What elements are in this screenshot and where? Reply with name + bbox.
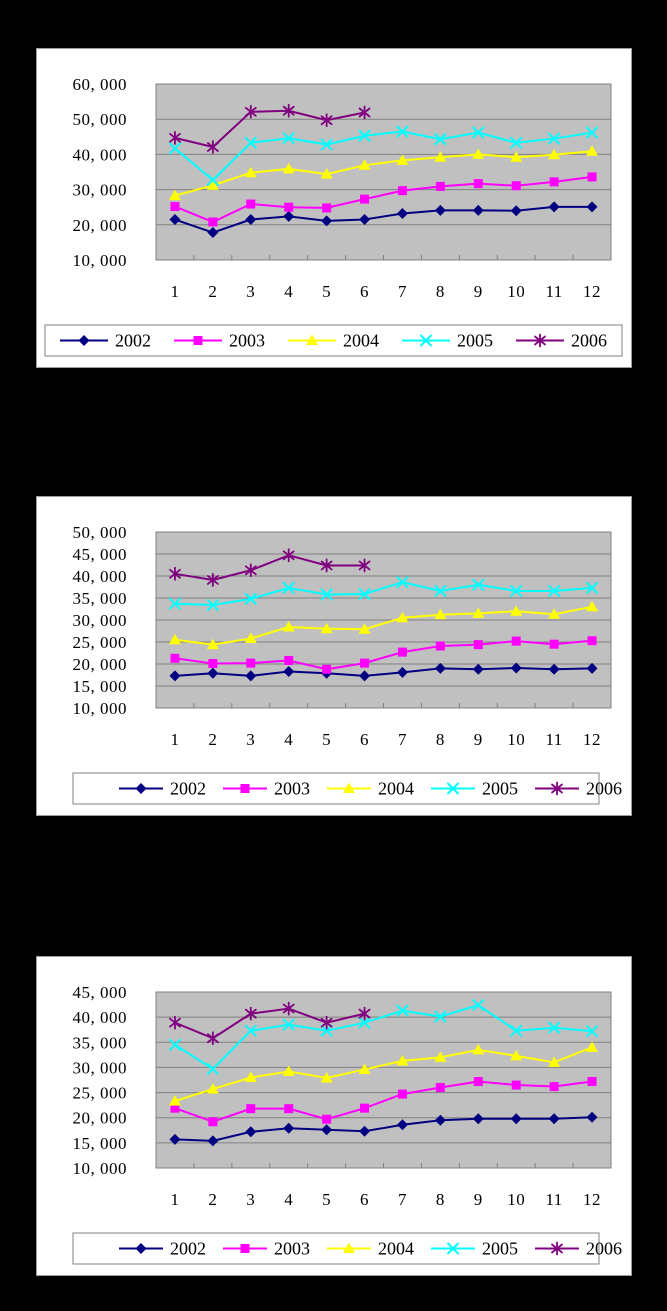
x-axis-tick-label: 4 [284, 282, 294, 301]
x-axis-tick-label: 8 [435, 282, 445, 301]
chart-card-middle [36, 496, 632, 816]
x-axis-tick-label: 6 [360, 730, 370, 749]
y-axis-tick-label: 60, 000 [72, 75, 127, 94]
legend-label: 2002 [170, 1238, 206, 1259]
y-axis-tick-label: 20, 000 [72, 1108, 127, 1128]
square-marker-icon [246, 1104, 255, 1113]
square-marker-icon [322, 203, 331, 212]
square-marker-icon [550, 640, 559, 649]
square-marker-icon [398, 648, 407, 657]
square-marker-icon [322, 665, 331, 674]
line-chart-top [37, 49, 633, 369]
x-axis-tick-label: 7 [397, 282, 407, 301]
legend-label: 2002 [170, 778, 206, 799]
y-axis-tick-label: 40, 000 [72, 567, 127, 586]
x-axis-tick-label: 5 [322, 1190, 332, 1209]
x-axis-tick-label: 7 [397, 1190, 407, 1209]
x-axis-tick-label: 9 [473, 1190, 483, 1209]
x-axis-tick-label: 5 [322, 730, 332, 749]
x-axis-tick-label: 3 [246, 1190, 256, 1209]
square-marker-icon [170, 654, 179, 663]
line-chart-middle [37, 497, 633, 817]
square-marker-icon [436, 182, 445, 191]
legend-label: 2006 [586, 1238, 622, 1259]
legend [73, 773, 622, 804]
x-axis-tick-label: 2 [208, 730, 218, 749]
legend-label: 2005 [482, 778, 518, 799]
square-marker-icon [474, 640, 483, 649]
square-marker-icon [588, 636, 597, 645]
chart-card-bottom [36, 956, 632, 1276]
x-axis-tick-label: 4 [284, 1190, 294, 1209]
y-axis-tick-label: 15, 000 [72, 677, 127, 696]
plot-area [156, 992, 611, 1168]
x-axis-tick-label: 4 [284, 730, 294, 749]
square-marker-icon [194, 336, 203, 345]
y-axis-tick-label: 30, 000 [72, 180, 127, 200]
x-axis-tick-label: 1 [170, 1190, 180, 1209]
square-marker-icon [284, 203, 293, 212]
square-marker-icon [246, 200, 255, 209]
square-marker-icon [512, 1081, 521, 1090]
y-axis-tick-label: 10, 000 [72, 1159, 127, 1178]
square-marker-icon [208, 217, 217, 226]
plot-area [156, 84, 611, 260]
y-axis-tick-label: 20, 000 [72, 655, 127, 674]
y-axis-tick-label: 15, 000 [72, 1133, 127, 1153]
y-axis-tick-label: 40, 000 [72, 1008, 127, 1028]
legend-label: 2004 [378, 1238, 414, 1259]
x-axis-tick-label: 3 [246, 730, 256, 749]
x-axis-tick-label: 12 [583, 1190, 602, 1209]
y-axis-tick-label: 30, 000 [72, 611, 127, 630]
square-marker-icon [436, 1083, 445, 1092]
y-axis-tick-label: 45, 000 [72, 983, 127, 1002]
x-axis-tick-label: 12 [583, 282, 602, 301]
x-axis-tick-label: 1 [170, 282, 180, 301]
square-marker-icon [512, 637, 521, 646]
x-axis-tick-label: 11 [545, 1190, 563, 1209]
square-marker-icon [436, 641, 445, 650]
x-axis-tick-label: 9 [473, 730, 483, 749]
legend-label: 2003 [274, 1238, 310, 1259]
x-axis-tick-label: 2 [208, 282, 218, 301]
square-marker-icon [246, 659, 255, 668]
legend-label: 2004 [343, 330, 379, 351]
square-marker-icon [284, 656, 293, 665]
x-axis-tick-label: 7 [397, 730, 407, 749]
legend-label: 2003 [229, 330, 265, 351]
x-axis-tick-label: 1 [170, 730, 180, 749]
y-axis-tick-label: 35, 000 [72, 589, 127, 608]
x-axis-tick-label: 11 [545, 730, 563, 749]
x-axis-tick-label: 11 [545, 282, 563, 301]
legend-label: 2006 [571, 330, 607, 351]
x-axis-tick-label: 5 [322, 282, 332, 301]
square-marker-icon [360, 659, 369, 668]
legend-label: 2005 [482, 1238, 518, 1259]
y-axis-tick-label: 50, 000 [72, 110, 127, 130]
y-axis-tick-label: 45, 000 [72, 545, 127, 564]
x-axis-tick-label: 6 [360, 1190, 370, 1209]
x-axis-tick-label: 6 [360, 282, 370, 301]
y-axis-tick-label: 40, 000 [72, 145, 127, 165]
y-axis-tick-label: 25, 000 [72, 1083, 127, 1103]
square-marker-icon [588, 172, 597, 181]
y-axis-tick-label: 20, 000 [72, 215, 127, 235]
square-marker-icon [170, 202, 179, 211]
y-axis-tick-label: 25, 000 [72, 633, 127, 652]
x-axis-tick-label: 12 [583, 730, 602, 749]
legend-label: 2002 [115, 330, 151, 351]
x-axis-tick-label: 2 [208, 1190, 218, 1209]
square-marker-icon [208, 659, 217, 668]
x-axis-tick-label: 8 [435, 1190, 445, 1209]
legend [45, 325, 622, 356]
legend-label: 2006 [586, 778, 622, 799]
square-marker-icon [398, 186, 407, 195]
x-axis-tick-label: 3 [246, 282, 256, 301]
y-axis-tick-label: 10, 000 [72, 699, 127, 718]
square-marker-icon [322, 1115, 331, 1124]
square-marker-icon [284, 1104, 293, 1113]
square-marker-icon [398, 1090, 407, 1099]
square-marker-icon [360, 195, 369, 204]
x-axis-tick-label: 10 [507, 730, 526, 749]
legend-label: 2004 [378, 778, 414, 799]
square-marker-icon [474, 179, 483, 188]
x-axis-tick-label: 9 [473, 282, 483, 301]
legend-label: 2003 [274, 778, 310, 799]
square-marker-icon [550, 1082, 559, 1091]
y-axis-tick-label: 30, 000 [72, 1058, 127, 1078]
x-axis-tick-label: 10 [507, 1190, 526, 1209]
x-axis-tick-label: 8 [435, 730, 445, 749]
chart-card-top [36, 48, 632, 368]
square-marker-icon [550, 177, 559, 186]
square-marker-icon [360, 1104, 369, 1113]
y-axis-tick-label: 50, 000 [72, 523, 127, 542]
line-chart-bottom [37, 957, 633, 1277]
square-marker-icon [241, 1244, 250, 1253]
square-marker-icon [588, 1077, 597, 1086]
square-marker-icon [474, 1077, 483, 1086]
legend-label: 2005 [457, 330, 493, 351]
x-axis-tick-label: 10 [507, 282, 526, 301]
y-axis-tick-label: 10, 000 [72, 251, 127, 270]
legend [73, 1233, 622, 1264]
y-axis-tick-label: 35, 000 [72, 1033, 127, 1053]
square-marker-icon [208, 1117, 217, 1126]
square-marker-icon [241, 784, 250, 793]
square-marker-icon [512, 181, 521, 190]
